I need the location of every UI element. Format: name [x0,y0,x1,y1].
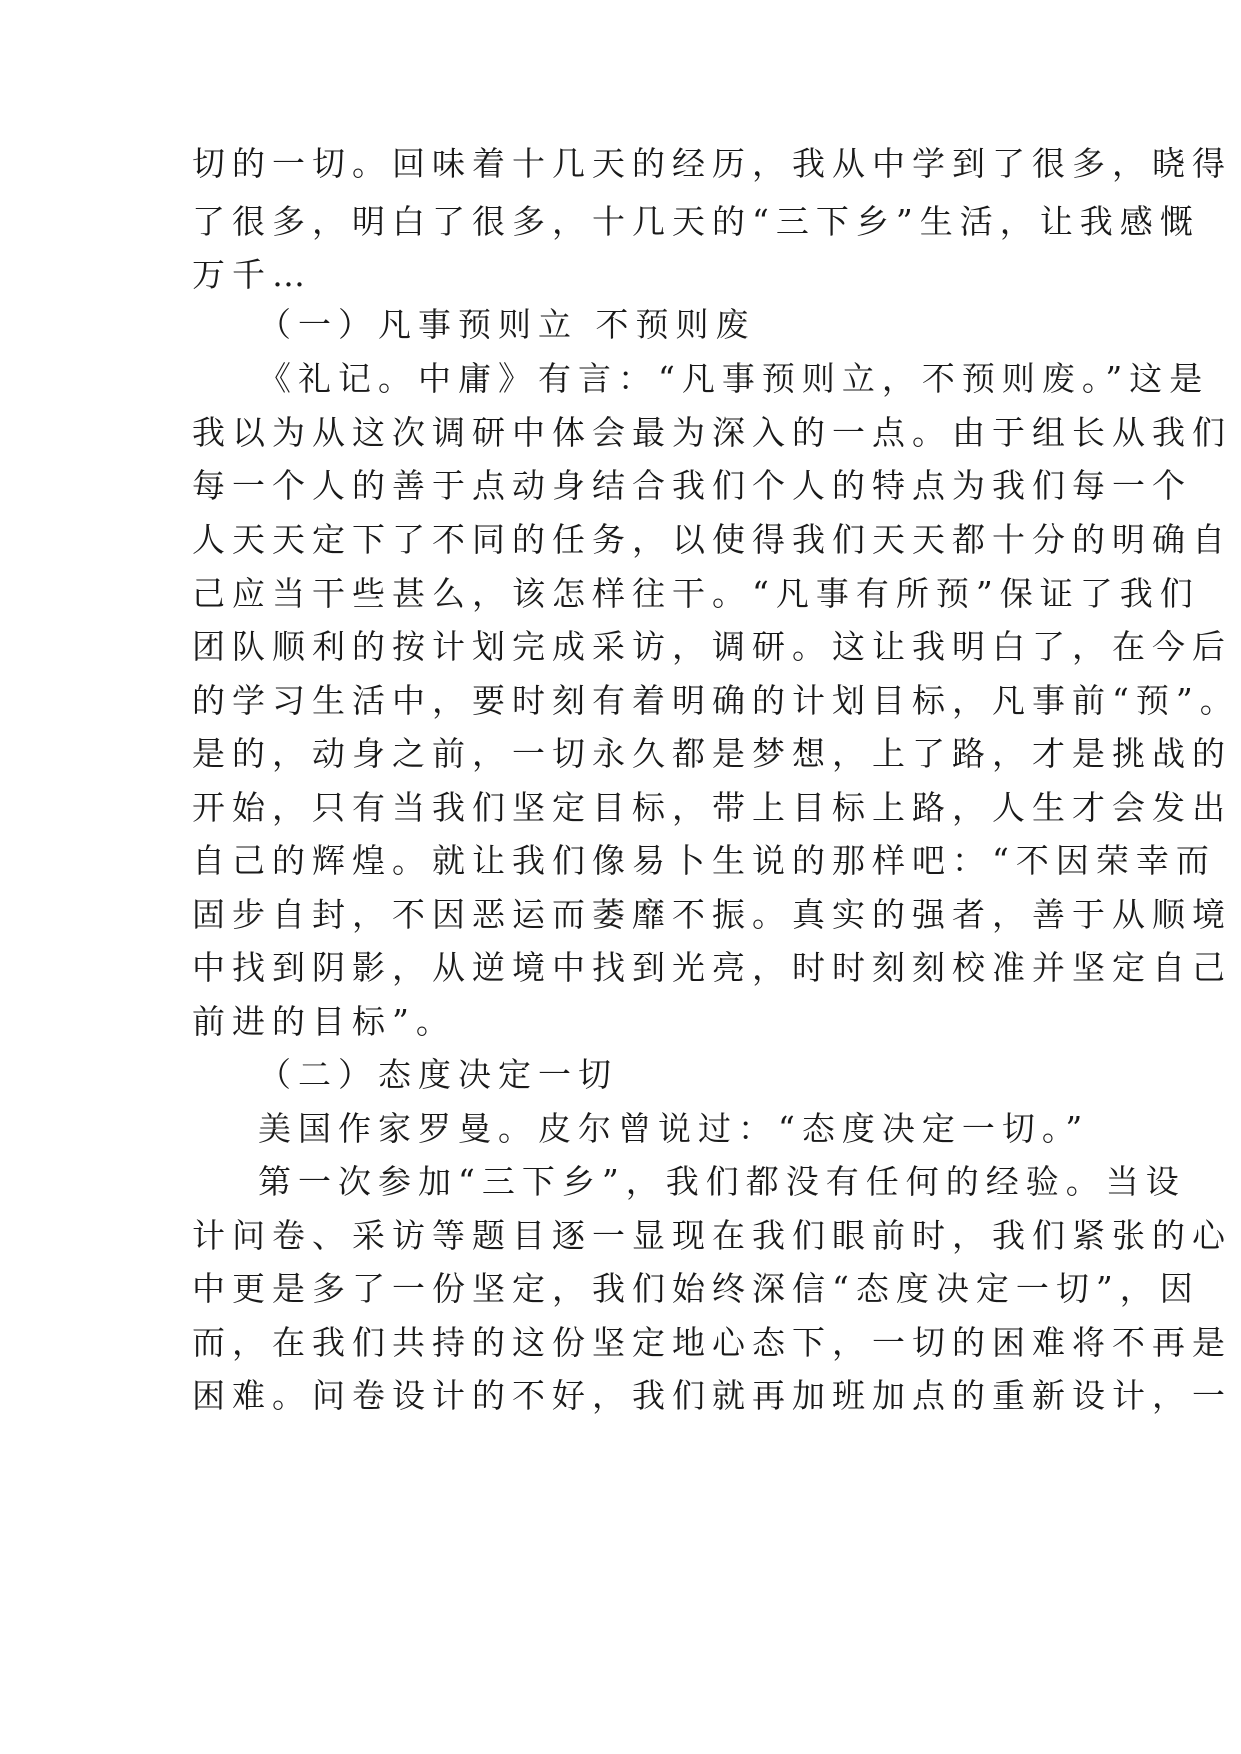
text-line: 美国作家罗曼。皮尔曾说过：“态度决定一切。” [258,1109,1090,1148]
section-heading: （一）凡事预则立 不预则废 [258,305,756,344]
text-line: 团队顺利的按计划完成采访，调研。这让我明白了，在今后 [192,627,1232,666]
text-line: 《礼记。中庸》有言：“凡事预则立，不预则废。”这是 [258,359,1210,398]
text-line: 的学习生活中，要时刻有着明确的计划目标，凡事前“预”。 [192,681,1240,720]
text-line: 计问卷、采访等题目逐一显现在我们眼前时，我们紧张的心 [192,1216,1232,1255]
text-line: 固步自封，不因恶运而萎靡不振。真实的强者，善于从顺境 [192,895,1232,934]
text-line: 自己的辉煌。就让我们像易卜生说的那样吧：“不因荣幸而 [192,841,1216,880]
text-line: 第一次参加“三下乡”，我们都没有任何的经验。当设 [258,1162,1186,1201]
section-heading: （二）态度决定一切 [258,1055,618,1094]
text-line: 我以为从这次调研中体会最为深入的一点。由于组长从我们 [192,413,1232,452]
text-line: 困难。问卷设计的不好，我们就再加班加点的重新设计，一 [192,1376,1232,1415]
text-line: 而，在我们共持的这份坚定地心态下，一切的困难将不再是 [192,1323,1232,1362]
text-line: 己应当干些甚么，该怎样往干。“凡事有所预”保证了我们 [192,574,1200,613]
text-line: 是的，动身之前，一切永久都是梦想，上了路，才是挑战的 [192,734,1232,773]
text-line: 每一个人的善于点动身结合我们个人的特点为我们每一个 [192,466,1192,505]
text-line: 中更是多了一份坚定，我们始终深信“态度决定一切”，因 [192,1269,1200,1308]
text-line: 了很多，明白了很多，十几天的“三下乡”生活，让我感慨 [192,202,1200,241]
text-line: 切的一切。回味着十几天的经历，我从中学到了很多，晓得 [192,144,1232,183]
text-line: 前进的目标”。 [192,1002,456,1041]
text-line: 中找到阴影，从逆境中找到光亮，时时刻刻校准并坚定自己 [192,948,1232,987]
text-line: 人天天定下了不同的任务，以使得我们天天都十分的明确自 [192,520,1232,559]
text-line: 开始，只有当我们坚定目标，带上目标上路，人生才会发出 [192,788,1232,827]
text-line: 万千… [192,255,312,294]
